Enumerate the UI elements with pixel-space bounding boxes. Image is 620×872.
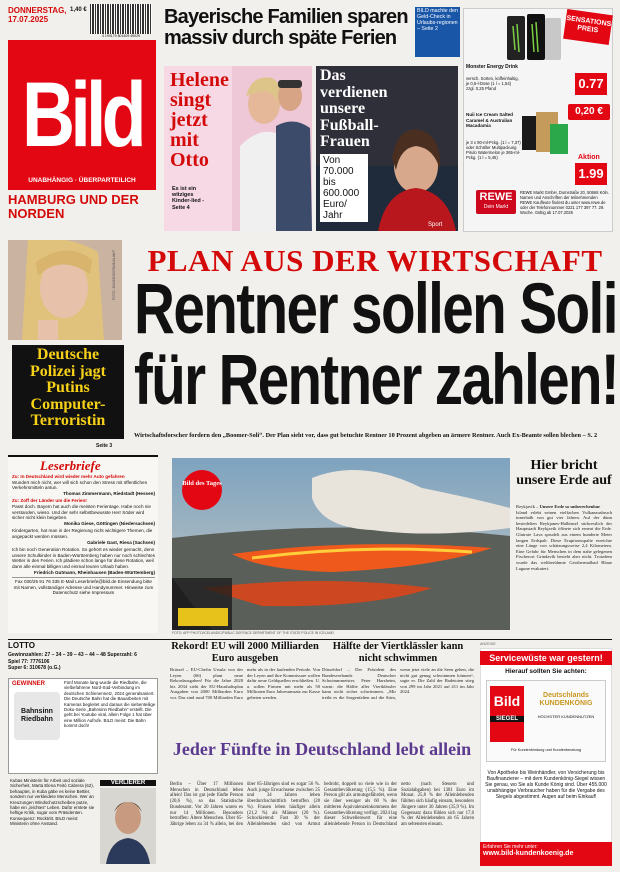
winner-sign-text: Bahnsinn Riedbahn [21, 708, 53, 723]
lotto-row: Gewinnzahlen: 27 – 34 – 39 – 43 – 44 – 48 Superzahl: 6 [8, 652, 137, 658]
loser-text: Kubas Ministerin für Arbeit und soziale Sicherheit, Marta Elena Feitó Cabrera (62), behauptet, in Kuba gäbe es keine Bettler, sondern nur verkleidete Menschen. Wer an Kreuzungen Windschutzscheiben putze, habe ein „leichtes“ Leben. Dafür erntete sie heftige Kritik, sogar vom Präsidenten. Konsequenz: Rücktritt. BILD meint: Ministerin ohne Anstand. [10, 778, 95, 827]
kk-seal-title: Deutschlands KUNDENKÖNIG [539, 692, 593, 707]
sum-line: Euro/ [323, 199, 347, 210]
helene-headline: Helene singt jetzt mit Otto [170, 69, 229, 171]
letter-author: Monika Giese, Göttingen (Niedersachsen) [64, 520, 155, 526]
letter-text: Passt doch. Bayern hat auch die meisten Ferientage. Habe noch nie verstanden, wieso. Und der sehr selbstbewusste Herr Söder wird sicher nicht klein beigeben. [12, 503, 151, 521]
volcano-body: Island erlebt seinen vielfachen Vulkanausbruch innerhalb von gut vier Jahren. Auf der dünn besiedelten Reykjanes-Halbinsel südwestlich der Hauptstadt Reykjavík öffnete sich erneut die Erde. Glutrote Lava sprudelt aus einem hunderte Meter langen Erdspalt. Diese Eruptionsspalte erreichte eine Länge von schätzungsweise 2,4 Kilometern. Eine Gefahr für Menschen in dem nahe gelegenen Fischerort Grindavík besteht aber nicht. Trotzdem wurde das weltberühmte Geothermalbad Blaue Lagune evakuiert. [516, 509, 612, 571]
letter-text: Ich bin noch Generation Rotation. So gehört es wieder gemacht, denn unsere Schulkinder in Baden-Württemberg haben nur noch schlechtes Wetter in den Ferien. Ich plädiere schon lange für diese Rotation, weil dann alle einmal billigen und einmal teuren Urlaub haben. [12, 547, 155, 569]
edition: HAMBURG UND DER NORDEN [8, 192, 139, 221]
icecream-price: 1.99 [575, 163, 607, 185]
volcano-photo [172, 458, 510, 630]
icecream-desc: je 3 x 90-ml-Pckg. (1 l = 7,37) oder Schöller Multipackung Pirulo Watermelon je 365-ml-Pckg. (1 l = 5,45) [466, 140, 521, 160]
kk-seal-sub: HÖCHSTER KUNDENNUTZEN [537, 714, 595, 719]
letter-author: Friedrich Gutmann, Rheinhausen (Baden-Württemberg) [34, 569, 155, 575]
alone-text: Berlin – Über 17 Millionen Menschen in Deutschland leben allein! Das ist gut jede fünfte Person (20,6 %), so das Statistische Bundesamt. Vor 20 Jahren waren es nur 14 Millionen. Besonders betroffen: Ältere Menschen. Über 65-Jährige leben zu 34 % allein, bei den über 85-Jährigen sind es sogar 56 %. Auch junge Erwachsene zwischen 25 und 34 Jahren leben überdurchschnittlich betroffen (28 %). Frauen leben häufiger allein (21,2 %) als Männer (20 %). Schockierend: Fast 30 % der Alleinlebenden sind von Armut bedroht, doppelt so viele wie in der Gesamtbevölkerung (15,5 %). Eine Person gilt als armutsgefährdet, wenn sie über weniger als 60 % des mittleren Äquivalenzeinkommens der Gesamtbevölkerung verfügt. 2024 lag dieser Schwellenwert für eine alleinlebende Person in Deutschland netto (nach Steuern und Sozialabgaben) bei 1381 Euro im Monat. 25,8 % der Alleinlebenden fühlten sich häufig einsam, besonders Jüngere unter 30 Jahren (35,9 %). Im Gegensatz dazu fühlen sich nur 17,6 % der Alleinlebenden ab 65 Jahren am seltensten einsam. [170, 782, 474, 827]
monster-desc: versch. Sorten, koffeinhaltig, je 0,5-l-Dose (1 l = 1,54) zzgl. 0,25 Pfand [466, 76, 519, 91]
bild-des-tages-badge: Bild des Tages [182, 470, 222, 510]
date-box [8, 6, 67, 24]
side-story-photo [8, 240, 122, 340]
rewe-logo-sub: Dein Markt [483, 204, 509, 210]
kk-title: Servicewüste war gestern! [480, 651, 612, 665]
winner-label: GEWINNER [12, 681, 45, 687]
letter-ref: Zu: In Deutschland wird wieder mehr Auto gefahren [12, 474, 125, 479]
volcano-place: Reykjavík [516, 504, 535, 509]
volcano-subhead: Unsere Erde so unberechenbar [539, 504, 601, 509]
letter-author: Gabriele Gast, Riesa (Sachsen) [87, 539, 155, 545]
lotto-row: Super 6: 310678 (o.G.) [8, 665, 61, 672]
divider [8, 639, 612, 640]
side-page: Seite 3 [96, 443, 113, 449]
loser-label: VERLIERER [100, 780, 156, 786]
volcano-headline: Hier bricht unsere Erde auf [516, 458, 612, 488]
rewe-logo-text: REWE [479, 191, 513, 203]
football-headline: Das verdienen unsere Fußball-Frauen [320, 67, 388, 150]
winner-text: Fünf Monate lang wurde die Riedbahn, die vielbefahrene Nord-Süd-Verbindung im deutschen Schienennetz, 2024 generalsaniert. Die Deutsche Bahn hat die Bauarbeiten mit Kameras begleitet und daraus die siebenteilige Doku-Serie „Bahnsinn Riedbahn“ erstellt. Die geht bei Youtube viral, allein Folge 1 hat über eine Million Aufrufe. BILD meint: Die Bahn kommt doch! [64, 680, 156, 729]
letters-list [12, 474, 155, 596]
monster-can-icon [505, 12, 563, 62]
helene-caption: Es ist ein witziges Kinder-lied - Seite 4 [172, 186, 205, 211]
winner-sign [14, 692, 60, 740]
eu-text: Brüssel – EU-Chefin Ursula von der Leyen (66) plant neue Rekordausgaben! Für die Jahre 2028 bis 2034 sieht der EU-Haushaltsplan Ausgaben von 2000 Milliarden Euro vor. Das sind rund 700 Milliarden Euro mehr als in der laufenden Periode. Von der Leyen und ihre Kommissare wollen dafür neue Geldquellen erschließen. U. a. sollen Firmen mit mehr als 50 Millionen Euro Jahresumsatz zur Kasse gebeten werden. [170, 667, 320, 700]
sum-line: bis [323, 177, 336, 188]
anzeige-label: ANZEIGE [480, 642, 496, 646]
letters-title: Leserbriefe [40, 458, 101, 473]
football-sum [320, 154, 368, 222]
monster-price: 0.77 [575, 73, 607, 95]
loser-photo [100, 788, 156, 864]
letter-ref: Zu: Zoff der Länder um die Ferien! [12, 498, 87, 504]
top-teaser: BILD machte den Geld-Check in Urlaubs-regionen – Seite 2 [415, 7, 460, 57]
slogan: UNABHÄNGIG · ÜBERPARTEILICH [28, 177, 136, 184]
lotto-box [8, 652, 158, 672]
day: DONNERSTAG, [8, 6, 67, 15]
kk-logo-label: SIEGEL [490, 716, 524, 722]
kk-footer [480, 842, 612, 866]
letter-text: Wundert mich nicht, wer will sich schon den Stress mit öffentlichen Verkehrsmitteln antun. [12, 479, 148, 491]
kk-logo-text: Bild [493, 693, 521, 709]
monster-name: Monster Energy Drink [466, 64, 518, 70]
bild-logo [8, 40, 156, 190]
letter-text: Kindergarten, hat man in der Regierung nicht wichtigere Themen, die angepackt werden müssen. [12, 528, 153, 539]
logo-text: Bild [22, 63, 142, 166]
lotto-row: Spiel 77: 7776106 [8, 658, 50, 665]
side-headline: Deutsche Polizei jagt Putins Computer-Terroristin [12, 345, 124, 439]
lead-line2: für Rentner zahlen! [134, 341, 619, 420]
date: 17.07.2025 [8, 15, 49, 24]
swim-text: Düsseldorf – Der Präsident des Bundesverbands Deutscher Schwimmmeister, Peter Harzheim, warnt: die Hälfte aller Viertklässler kann nicht sicher schwimmen. „Mir treibt es die Sorgenfalten auf die Stirn, wenn jetzt viele an die Seen gehen, die nicht gut genug schwimmen können“, sagte er. Die Zahl der Badetoten stieg von 299 im Jahr 2021 auf 411 im Jahr 2024. [322, 667, 474, 700]
icecream-name: Nuii Ice Cream Salted Caramel & Australian Macadamia [466, 112, 513, 129]
kk-sub: Hierauf sollten Sie achten: [505, 668, 587, 675]
kk-seal-small: Für Kundenbindung und Kundenberatung [511, 748, 581, 752]
kk-url[interactable]: www.bild-kundenkoenig.de [483, 850, 574, 857]
eu-headline: Rekord! EU will 2000 Milliarden Euro ausgeben [171, 641, 319, 664]
top-headline: Bayerische Familien sparen massiv durch späte Ferien [164, 6, 408, 49]
volcano-credit: FOTO: AFP PHOTO/ICELANDIC/PUBLIC DEFENCE DEPARTMENT OF THE STATE POLICE IN ICELAND [172, 631, 334, 635]
lead-kicker: PLAN AUS DER WIRTSCHAFT [147, 243, 603, 278]
bonus-badge: 0,20 € [568, 104, 610, 120]
sport-tag: Sport [428, 222, 443, 228]
barcode-text: 4 190179 801409 49029 [102, 34, 140, 38]
sum-line: Jahr [323, 210, 343, 221]
price: 1,40 € [70, 7, 87, 13]
kk-body: Von Apotheke bis Weinhändler, von Versicherung bis Baufinanzierer – mit dem Kundenkönig-Siegel wissen Sie genau, wo Sie als Kunde König sind. Über 455.000 unabhängige Verbraucher haben für die Vergabe des Siegels abgestimmt. Augen auf beim Einkauf! [485, 770, 607, 800]
alone-headline: Jeder Fünfte in Deutschland lebt allein [172, 739, 472, 759]
barcode [90, 4, 152, 34]
photo-credit: FOTO: BUNDESKRIMINALAMT [112, 249, 116, 300]
lotto-title: LOTTO [8, 641, 35, 650]
rewe-footer: REWE Markt GmbH, Domstraße 20, 50668 Köln. Namen und Anschriften der teilnehmenden REWE Kaufleute findest du unter www.rewe.de oder der Telefonnummer 0221 177 397 77. 29. Woche. Gültig ab 17.07.2025 [520, 190, 609, 215]
swim-headline: Hälfte der Viertklässler kann nicht schwimmen [332, 641, 464, 664]
kk-more: Erfahren Sie mehr unter: [483, 844, 538, 850]
icecream-pack-icon [520, 110, 570, 158]
helene-photo [232, 66, 312, 231]
volcano-text: Reykjavík – Unsere Erde so unberechenbar Island erlebt seinen vielfachen Vulkanausbruch innerhalb von gut vier Jahren. Auf der dünn besiedelten Reykjanes-Halbinsel südwestlich der Hauptstadt Reykjavík öffnete sich erneut die Erde. Glutrote Lava sprudelt aus einem hunderte Meter langen Erdspalt. Diese Eruptionsspalte erreichte eine Länge von schätzungsweise 2,4 Kilometern. Eine Gefahr für Menschen in dem nahe gelegenen Fischerort Grindavík besteht aber nicht. Trotzdem wurde das weltberühmte Geothermalbad Blaue Lagune evakuiert. [516, 504, 612, 571]
rewe-logo [476, 190, 516, 214]
letters-contact: Fax 030/25 91 76 335 E-Mail Leserbriefe@bild.de Einsendung bitte mit Namen, vollständiger Adresse und Handynummer. Hinweise zum Datenschutz siehe Impressum [13, 579, 154, 596]
sum-line: Von 70.000 [323, 155, 354, 177]
kk-seal-logo [490, 686, 524, 742]
lead-deck: Wirtschaftsforscher fordern den „Boomer-Soli“. Der Plan sieht vor, dass gut betuchte Rentner 10 Prozent abgeben an ärmere Rentner. Auch Ex-Beamte sollen blechen – S. 2 [134, 432, 598, 439]
aktion-label: Aktion [578, 154, 600, 161]
letter-author: Thomas Zimmermann, Riedstadt (Hessen) [63, 490, 155, 496]
sensations-badge: SENSATIONS PREIS [563, 9, 613, 45]
lead-line1: Rentner sollen Soli [134, 270, 617, 349]
sum-line: 600.000 [323, 188, 360, 199]
